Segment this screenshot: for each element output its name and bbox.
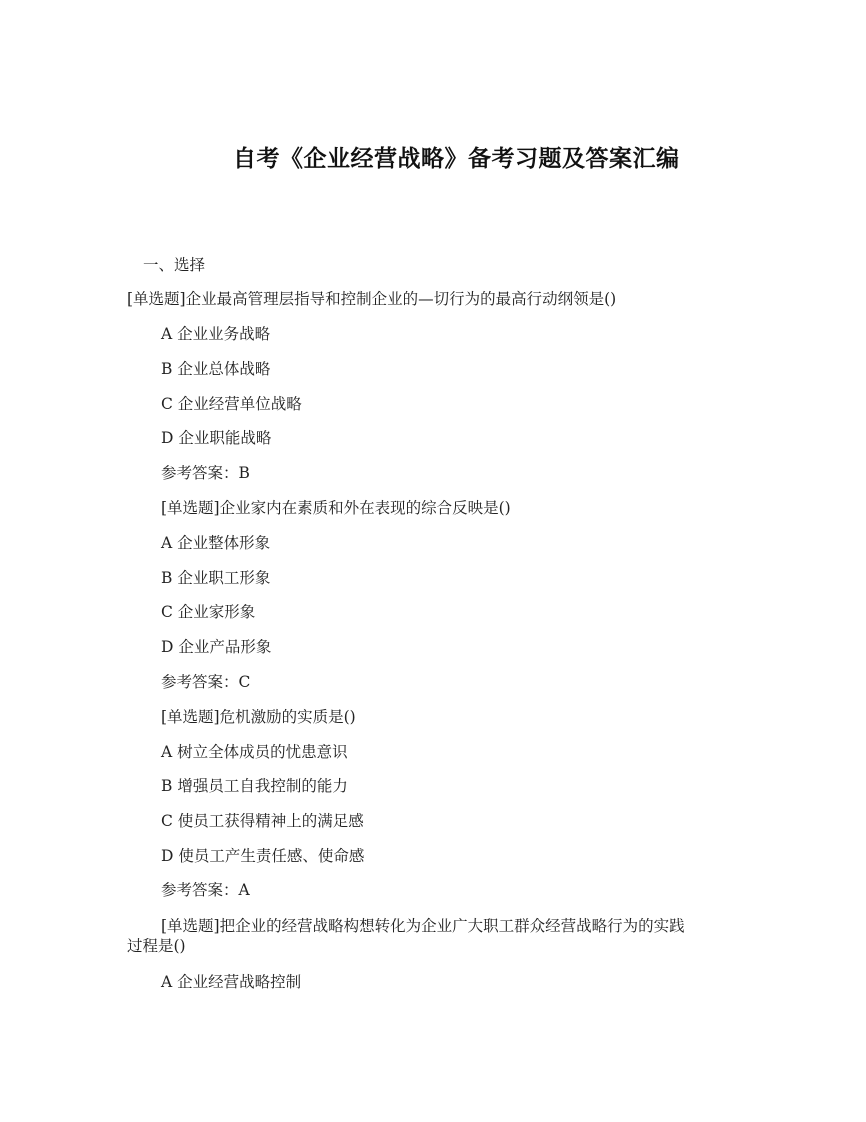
section-heading: 一、选择 xyxy=(143,256,206,274)
question-option: A 树立全体成员的忧患意识 xyxy=(161,743,348,761)
question-option: A 企业业务战略 xyxy=(161,325,271,343)
question-option: B 企业职工形象 xyxy=(161,569,271,587)
question-option: B 增强员工自我控制的能力 xyxy=(161,777,348,795)
question-stem: [单选题]企业家内在素质和外在表现的综合反映是() xyxy=(161,499,511,517)
question-answer: 参考答案：B xyxy=(161,464,250,482)
question-option: A 企业经营战略控制 xyxy=(161,973,302,991)
question-answer: 参考答案：C xyxy=(161,673,251,691)
question-stem-line2: 过程是() xyxy=(127,937,186,955)
question-option: C 企业经营单位战略 xyxy=(161,395,302,413)
question-stem: [单选题]危机激励的实质是() xyxy=(161,708,356,726)
question-answer: 参考答案：A xyxy=(161,881,250,899)
question-option: D 使员工产生责任感、使命感 xyxy=(161,847,365,865)
question-option: B 企业总体战略 xyxy=(161,360,271,378)
question-option: A 企业整体形象 xyxy=(161,534,271,552)
question-option: D 企业职能战略 xyxy=(161,429,272,447)
question-option: C 使员工获得精神上的满足感 xyxy=(161,812,364,830)
question-stem-line1: [单选题]把企业的经营战略构想转化为企业广大职工群众经营战略行为的实践 xyxy=(161,917,685,935)
question-option: D 企业产品形象 xyxy=(161,638,272,656)
question-option: C 企业家形象 xyxy=(161,603,256,621)
question-stem: [单选题]企业最高管理层指导和控制企业的—切行为的最高行动纲领是() xyxy=(127,290,617,308)
document-title: 自考《企业经营战略》备考习题及答案汇编 xyxy=(233,145,680,172)
